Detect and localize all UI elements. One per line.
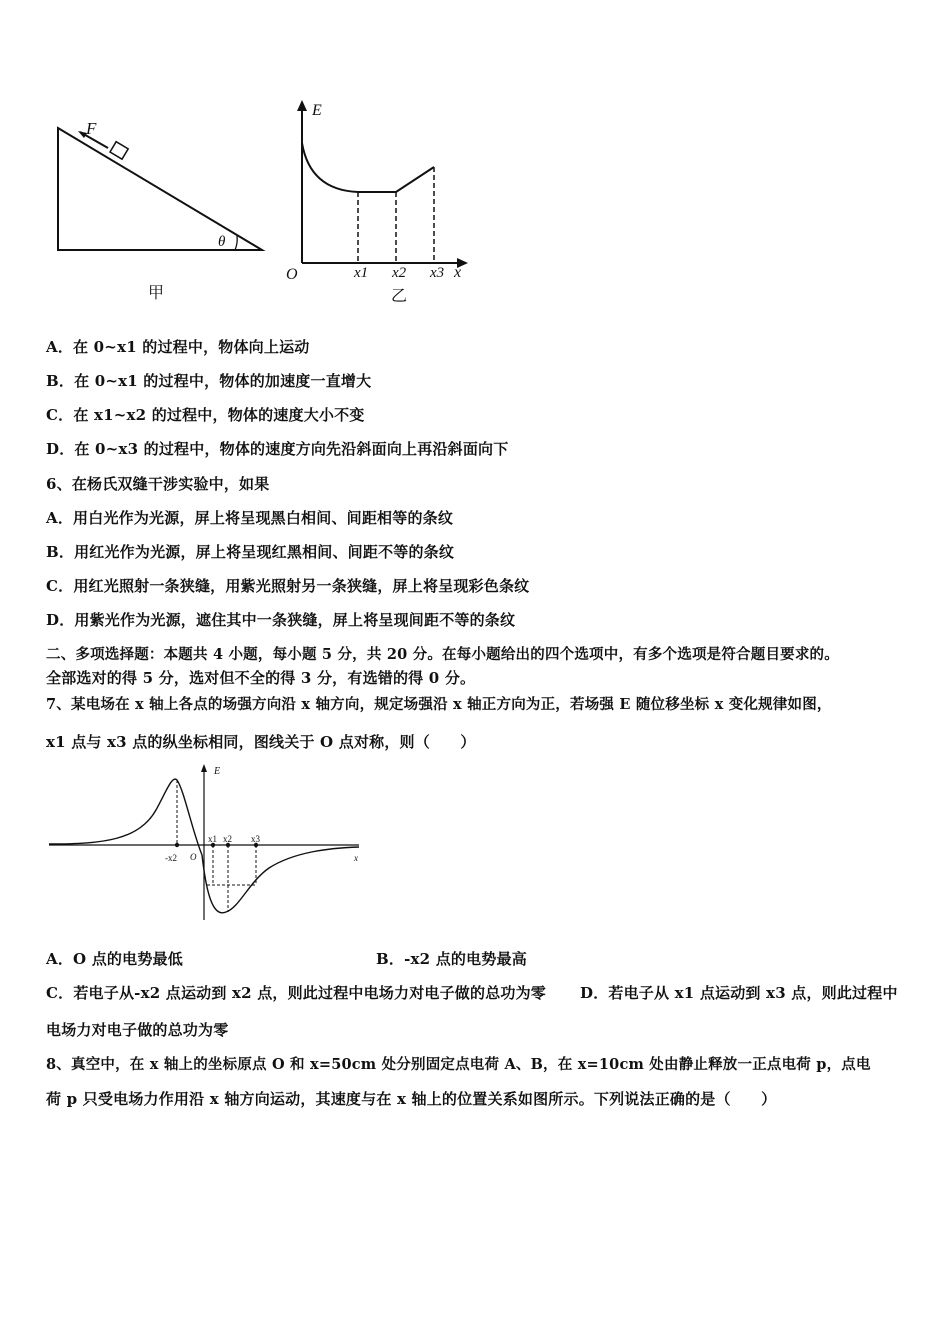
q5-option-c: C．在 x1~x2 的过程中，物体的速度大小不变 [46, 406, 365, 424]
q5-option-d: D．在 0~x3 的过程中，物体的速度方向先沿斜面向上再沿斜面向下 [46, 440, 509, 458]
q7-option-a: A．O 点的电势最低 [46, 950, 183, 968]
energy-curve [302, 143, 434, 192]
svg-text:x: x [454, 264, 462, 281]
q6-option-d: D．用紫光作为光源，遮住其中一条狭缝，屏上将呈现间距不等的条纹 [46, 611, 516, 629]
figure-q7-field [44, 760, 374, 925]
q7-option-b: B．-x2 点的电势最高 [376, 950, 527, 968]
tick-x2: x2 [392, 265, 407, 281]
q8-stem-line2: 荷 p 只受电场力作用沿 x 轴方向运动，其速度与在 x 轴上的位置关系如图所示。下列说法正确的是（ ） [46, 1090, 777, 1108]
q7-stem-line2: x1 点与 x3 点的纵坐标相同，图线关于 O 点对称，则（ ） [46, 733, 476, 751]
caption-jia: 甲 [148, 283, 165, 302]
svg-text:x: x [354, 853, 358, 863]
q7-tick-neg-x2: -x2 [165, 853, 177, 863]
q8-stem-line1: 8、真空中，在 x 轴上的坐标原点 O 和 x=50cm 处分别固定点电荷 A、B，在 x=10cm 处由静止释放一正点电荷 p，点电 [46, 1056, 871, 1073]
q7-option-d-part2: 电场力对电子做的总功为零 [46, 1021, 229, 1039]
q6-option-c: C．用红光照射一条狭缝，用紫光照射另一条狭缝，屏上将呈现彩色条纹 [46, 577, 530, 595]
q7-tick-x3: x3 [251, 834, 260, 844]
incline-triangle [58, 128, 262, 250]
q7-option-c: C．若电子从-x2 点运动到 x2 点，则此过程中电场力对电子做的总功为零 [46, 984, 546, 1002]
theta-label: θ [218, 234, 226, 250]
q7-tick-x2: x2 [223, 834, 232, 844]
q7-tick-x1: x1 [208, 834, 217, 844]
caption-yi: 乙 [391, 286, 408, 305]
section2-line2: 全部选对的得 5 分，选对但不全的得 3 分，有选错的得 0 分。 [46, 669, 476, 687]
q7-option-d-part1: D．若电子从 x1 点运动到 x3 点，则此过程中 [580, 984, 898, 1002]
q6-option-a: A．用白光作为光源，屏上将呈现黑白相间、间距相等的条纹 [46, 509, 454, 527]
q5-option-b: B．在 0~x1 的过程中，物体的加速度一直增大 [46, 372, 372, 390]
svg-text:E: E [214, 766, 221, 777]
tick-x3: x3 [430, 265, 445, 281]
svg-text:O: O [190, 852, 197, 862]
q6-stem: 6、在杨氏双缝干涉实验中，如果 [46, 475, 270, 493]
force-label: F [86, 119, 97, 138]
figure-energy-graph [280, 95, 480, 310]
figure-incline [40, 110, 280, 310]
svg-text:E: E [312, 102, 322, 119]
angle-arc [235, 236, 237, 250]
block [110, 142, 128, 159]
q7-stem-line1: 7、某电场在 x 轴上各点的场强方向沿 x 轴方向，规定场强沿 x 轴正方向为正，若场强 E 随位移坐标 x 变化规律如图， [46, 696, 832, 713]
q5-option-a: A．在 0~x1 的过程中，物体向上运动 [46, 338, 310, 356]
svg-text:O: O [286, 266, 298, 283]
q6-option-b: B．用红光作为光源，屏上将呈现红黑相间、间距不等的条纹 [46, 543, 455, 561]
tick-x1: x1 [354, 265, 369, 281]
section2-line1: 二、多项选择题：本题共 4 小题，每小题 5 分，共 20 分。在每小题给出的四个选项中，有多个选项是符合题目要求的。 [46, 646, 839, 663]
